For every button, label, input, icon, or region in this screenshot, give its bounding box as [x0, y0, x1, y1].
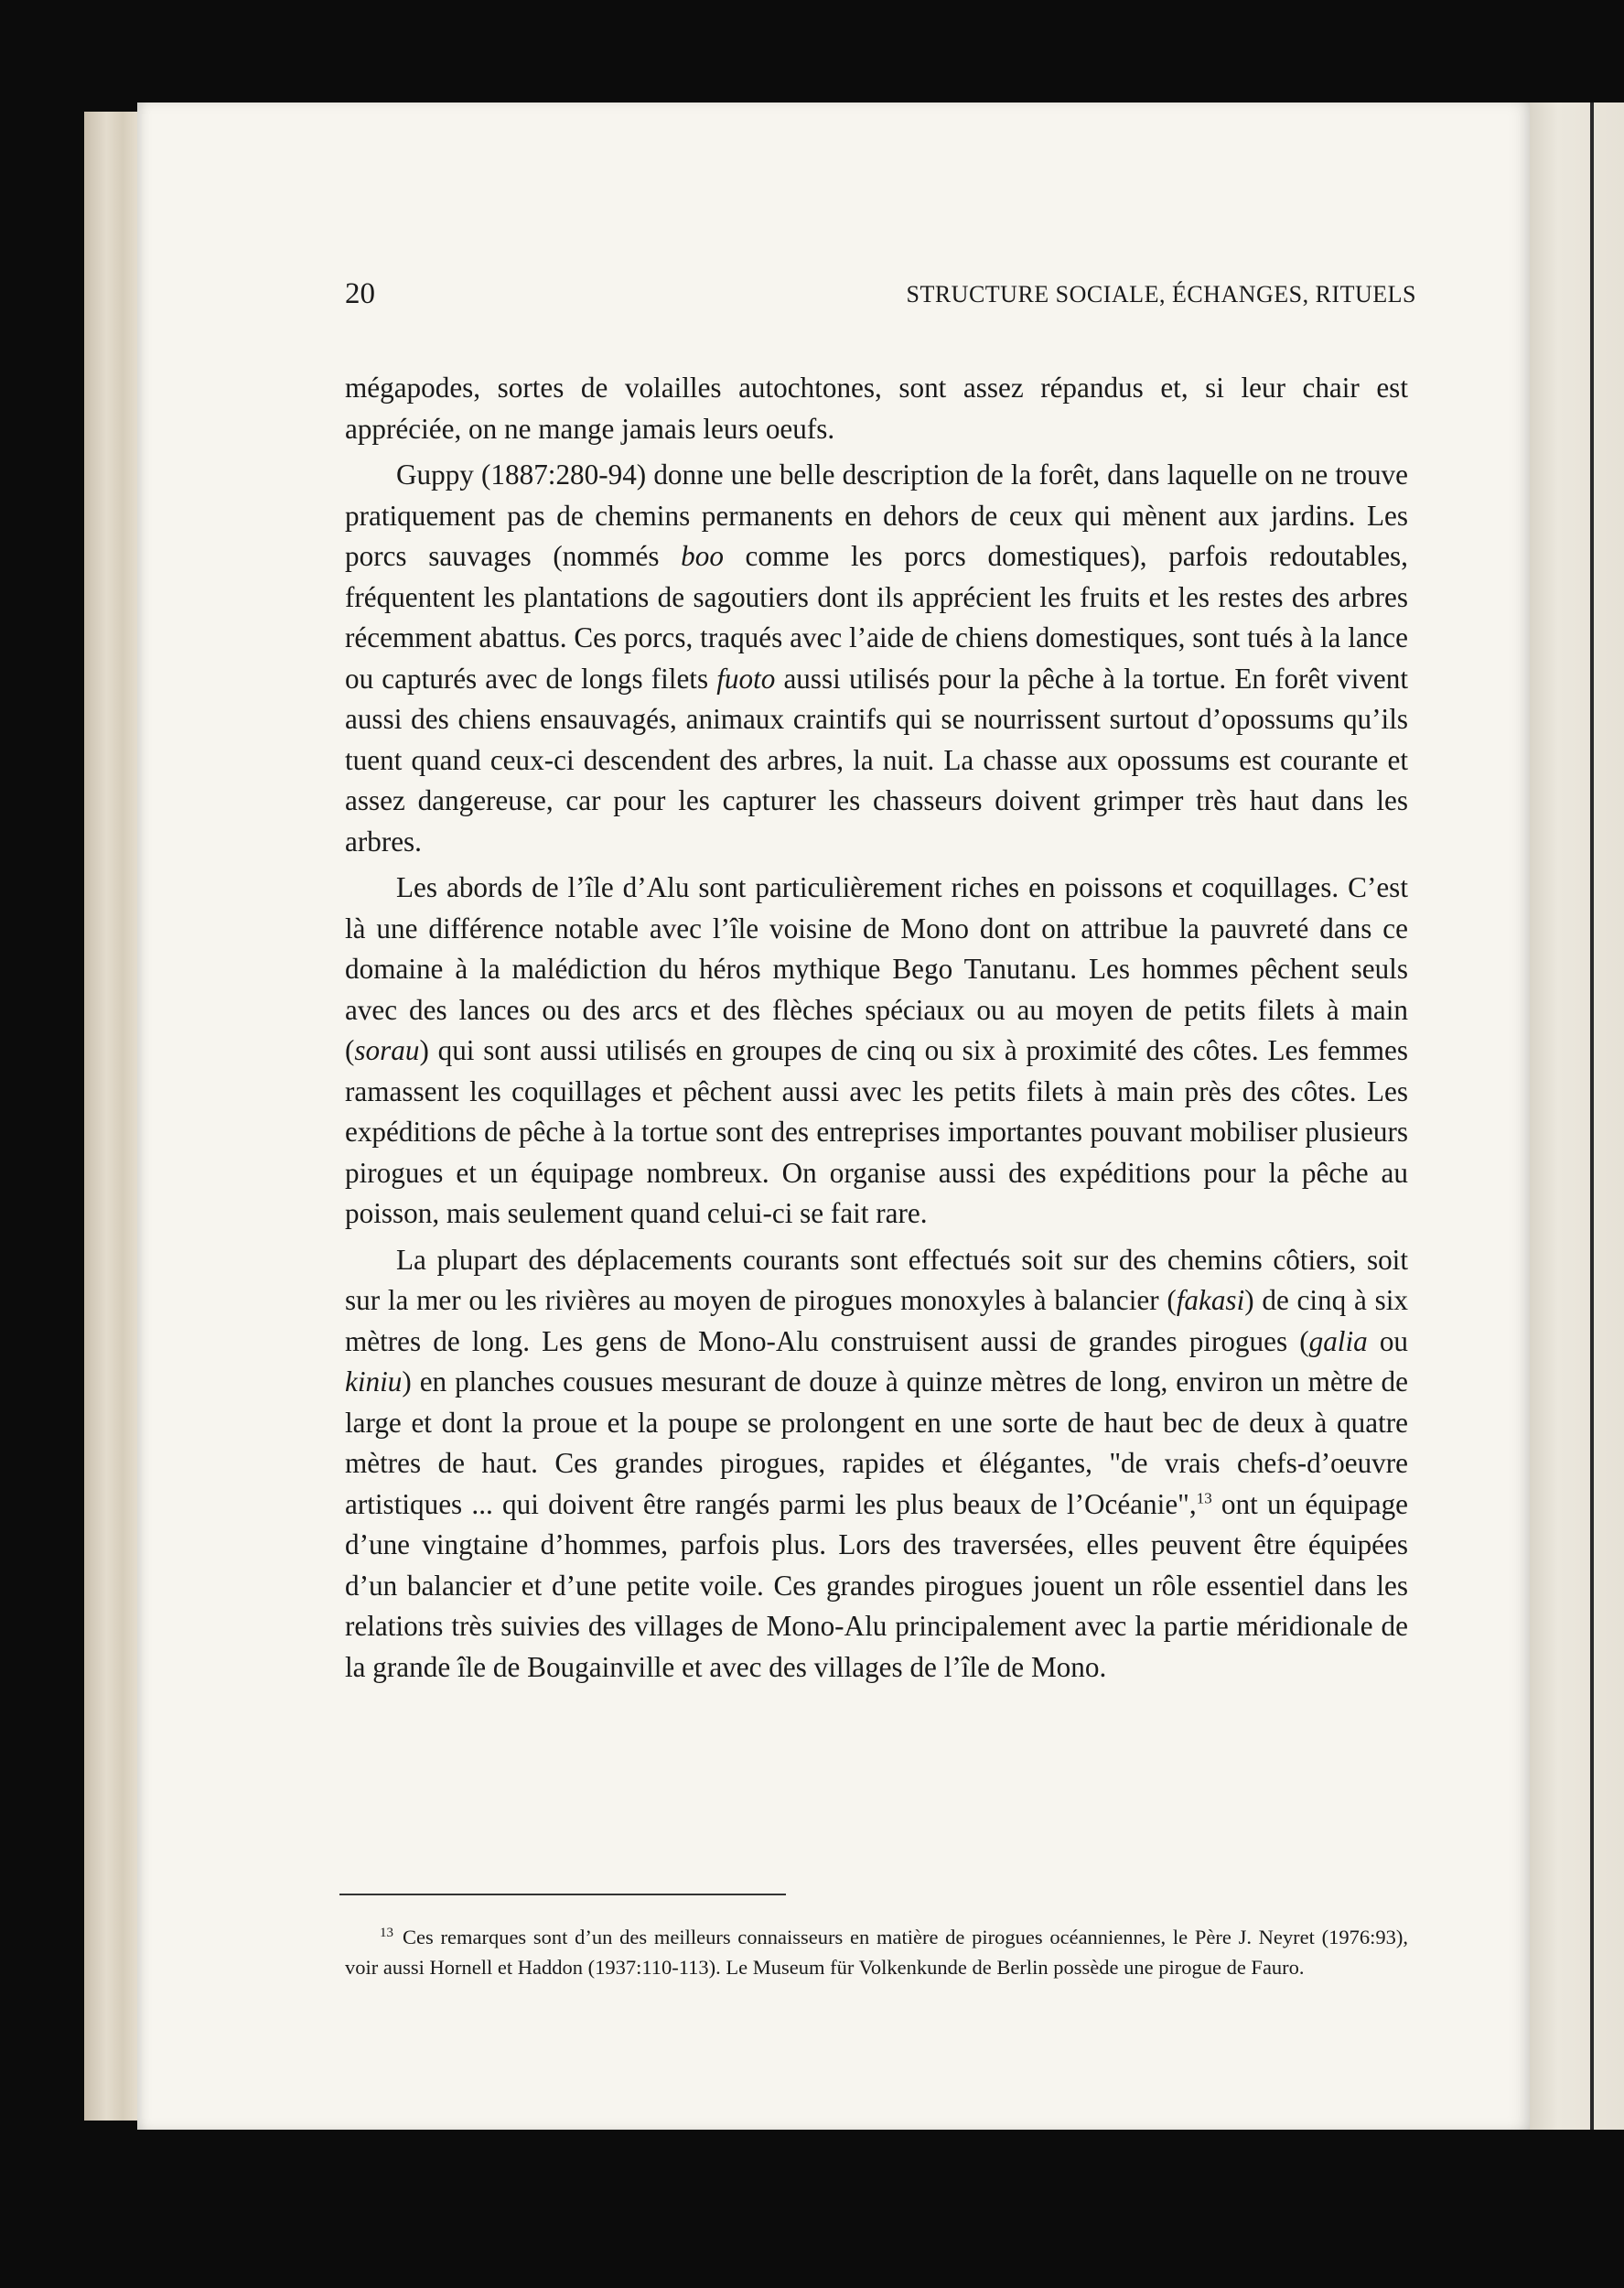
paragraph-4-text-a: La plupart des déplacements courants sont effectués soit sur des chemins côtiers, soit sur la mer ou les rivières au moyen de pirogues monoxyles à balancier (	[345, 1243, 1408, 1316]
paragraph-1	[345, 368, 1408, 449]
paragraph-2	[345, 455, 1408, 862]
paragraph-2-text-a: Guppy (1887:280-94) donne une belle description de la forêt, dans laquelle on ne trouve pratiquement pas de chemins permanents en dehors de ceux qui mènent aux jardins. Les porcs sauvages (nommés	[345, 459, 1408, 572]
paragraph-4-text-g: ) en planches cousues mesurant de douze à quinze mètres de long, environ un mètre de large et dont la proue et la poupe se prolongent en une sorte de haut bec de deux à quatre mètres de haut. Ces grandes pirogues, rapides et élégantes, "de vrais chefs-d’oeuvre artistiques ... qui doivent être rangés parmi les plus beaux de l’Océanie",	[345, 1365, 1408, 1520]
term-kiniu: kiniu	[345, 1365, 403, 1398]
paragraph-2-text-c: comme les porcs domestiques), parfois redoutables, fréquentent les plantations de sagoutiers dont ils apprécient les fruits et les restes des arbres récemment abattus. Ces porcs, traqués avec l’aide de chiens domestiques, sont tués à la lance ou capturés avec de longs filets	[345, 540, 1408, 695]
term-sorau: sorau	[354, 1034, 420, 1066]
term-fuoto: fuoto	[716, 662, 776, 695]
paragraph-4-text-e: ou	[1367, 1324, 1409, 1357]
page-header	[345, 277, 1416, 314]
paragraph-3-text-a: Les abords de l’île d’Alu sont particulièrement riches en poissons et coquillages. C’est là une différence notable avec l’île voisine de Mono dont on attribue la pauvreté dans ce domaine à la malédiction du héros mythique Bego Tanutanu. Les hommes pêchent seuls avec des lances ou des arcs et des flèches spéciaux ou au moyen de petits filets à main (	[345, 871, 1408, 1066]
footnote	[345, 1922, 1408, 1982]
paragraph-4-text-i: ont un équipage d’une vingtaine d’hommes, parfois plus. Lors des traversées, elles peuvent être équipées d’un balancier et d’une petite voile. Ces grandes pirogues jouent un rôle essentiel dans les relations très suivies des villages de Mono-Alu principalement avec la partie méridionale de la grande île de Bougainville et avec des villages de l’île de Mono.	[345, 1487, 1409, 1683]
paragraph-1-text: mégapodes, sortes de volailles autochtones, sont assez répandus et, si leur chair est appréciée, on ne mange jamais leurs oeufs.	[345, 372, 1408, 445]
footnote-rule	[339, 1894, 786, 1895]
footnote-text: Ces remarques sont d’un des meilleurs connaisseurs en matière de pirogues océanniennes, le Père J. Neyret (1976:93), voir aussi Hornell et Haddon (1937:110-113). Le Museum für Volkenkunde de Berlin possède une pirogue de Fauro.	[345, 1926, 1408, 1979]
term-boo: boo	[681, 540, 724, 572]
page-number: 20	[345, 277, 375, 310]
term-fakasi: fakasi	[1176, 1284, 1245, 1316]
paragraph-4-text-c: ) de cinq à six mètres de long. Les gens de Mono-Alu construisent aussi de grandes pirogues (	[345, 1284, 1408, 1357]
footnote-reference[interactable]: 13	[1196, 1489, 1212, 1507]
paragraph-3	[345, 868, 1408, 1235]
term-galia: galia	[1308, 1324, 1368, 1357]
footnote-mark: 13	[380, 1925, 393, 1940]
paragraph-2-text-e: aussi utilisés pour la pêche à la tortue. En forêt vivent aussi des chiens ensauvagés, animaux craintifs qui se nourrissent surtout d’opossums qu’ils tuent quand ceux-ci descendent des arbres, la nuit. La chasse aux opossums est courante et assez dangereuse, car pour les capturer les chasseurs doivent grimper très haut dans les arbres.	[345, 662, 1409, 858]
running-head: STRUCTURE SOCIALE, ÉCHANGES, RITUELS	[906, 281, 1416, 308]
facing-page-edge	[1530, 103, 1624, 2130]
paragraph-3-text-c: ) qui sont aussi utilisés en groupes de cinq ou six à proximité des côtes. Les femmes ramassent les coquillages et pêchent aussi avec les petits filets à main près des côtes. Les expéditions de pêche à la tortue sont des entreprises importantes pouvant mobiliser plusieurs pirogues et un équipage nombreux. On organise aussi des expéditions pour la pêche au poisson, mais seulement quand celui-ci se fait rare.	[345, 1034, 1408, 1229]
page-gutter	[1590, 103, 1594, 2130]
body-text	[345, 368, 1408, 1688]
paragraph-4	[345, 1240, 1408, 1689]
